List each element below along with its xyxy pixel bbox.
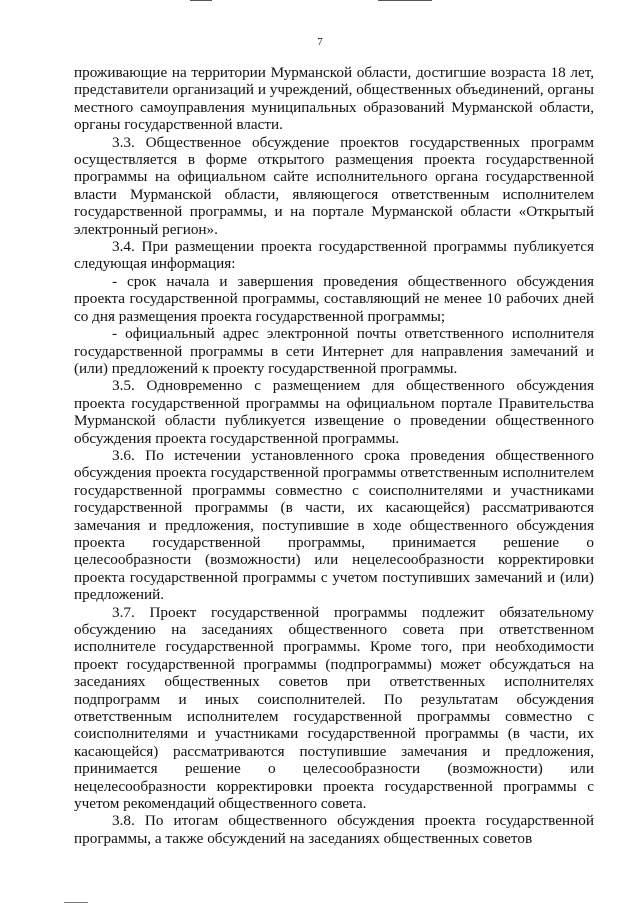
paragraph-3-6: 3.6. По истечении установленного срока проведения общественного обсуждения проекта государственной программы ответственным исполнителем государственной программы совместно с соисполнителями и участниками государственной программы (в части, их касающейся) рассматриваются замечания и предложения, поступившие в ходе общественного обсуждения проекта государственной программы, принимается решение о целесообразности (возможности) или нецелесообразности корректировки проекта государственной программы с учетом поступивших замечаний и (или) предложений. bbox=[74, 446, 594, 604]
paragraph-3-7: 3.7. Проект государственной программы подлежит обязательному обсуждению на заседаниях общественного совета при ответственном исполнителе государственной программы. Кроме того, при необходимости проект государственной программы (подпрограммы) может обсуждаться на заседаниях общественных советов при ответственных исполнителях подпрограмм и иных соисполнителей. По результатам обсуждения ответственным исполнителем государственной программы совместно с соисполнителями и участниками государственной программы (в части, их касающейся) рассматриваются поступившие замечания и предложения, принимается решение о целесообразности (возможности) или нецелесообразности корректировки проекта государственной программы с учетом рекомендаций общественного совета. bbox=[74, 603, 594, 813]
scan-edge-line bbox=[378, 0, 432, 1]
page-number: 7 bbox=[317, 36, 323, 48]
list-item-email: - официальный адрес электронной почты ответственного исполнителя государственной программы в сети Интернет для направления замечаний и (или) предложений к проекту государственной программы. bbox=[74, 325, 594, 377]
scan-edge-line bbox=[190, 0, 212, 1]
paragraph-3-5: 3.5. Одновременно с размещением для общественного обсуждения проекта государственной программы на официальном портале Правительства Мурманской области публикуется извещение о проведении общественного обсуждения проекта государственной программы. bbox=[74, 377, 594, 447]
paragraph-3-3: 3.3. Общественное обсуждение проектов государственных программ осуществляется в форме открытого размещения проекта государственной программы на официальном сайте исполнительного органа государственной власти Мурманской области, являющегося ответственным исполнителем государственной программы, и на портале Мурманской области «Открытый электронный регион». bbox=[74, 133, 594, 238]
list-item-deadline: - срок начала и завершения проведения общественного обсуждения проекта государственной программы, составляющий не менее 10 рабочих дней со дня размещения проекта государственной программы; bbox=[74, 272, 594, 325]
paragraph-continuation: проживающие на территории Мурманской области, достигшие возраста 18 лет, представители организаций и учреждений, общественных объединений, органы местного самоуправления муниципальных образований Мурманской области, органы государственной власти. bbox=[74, 64, 594, 134]
paragraph-3-8: 3.8. По итогам общественного обсуждения проекта государственной программы, а также обсуждений на заседаниях общественных советов bbox=[74, 812, 594, 847]
paragraph-3-4: 3.4. При размещении проекта государственной программы публикуется следующая информация: bbox=[74, 238, 594, 273]
document-body bbox=[74, 64, 594, 847]
scan-edge-line bbox=[64, 902, 88, 903]
